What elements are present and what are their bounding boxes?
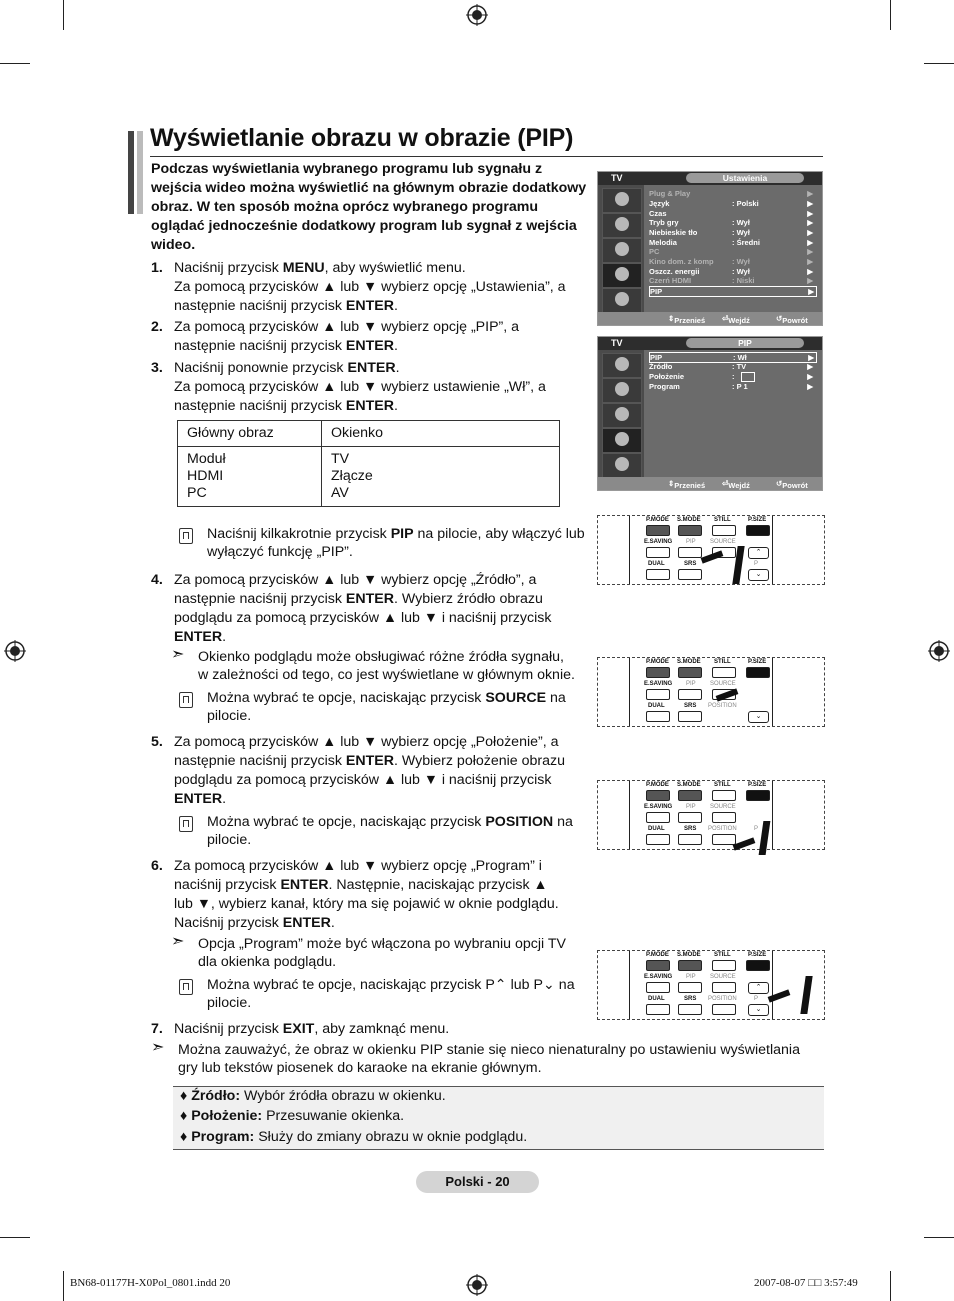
crop-mark	[924, 1237, 954, 1238]
channel-up-button[interactable]: ⌃	[748, 547, 769, 559]
step-5	[151, 733, 591, 811]
summary-desc: Przesuwanie okienka.	[266, 1108, 405, 1124]
pip-label: PIP	[686, 974, 696, 980]
step-6	[151, 857, 591, 935]
step-number: 6.	[151, 858, 163, 874]
menu-sidebar	[598, 185, 644, 312]
step-line: Za pomocą przycisków ▲ lub ▼ wybierz opcję „Źródło”, a	[174, 572, 537, 588]
dual-button[interactable]	[646, 569, 670, 580]
menu-item[interactable]: Czerń HDMI : Niski ▶	[649, 276, 813, 285]
step-line: Naciśnij przycisk ENTER.	[174, 915, 335, 931]
crop-mark	[63, 1271, 64, 1301]
remote-position	[597, 780, 825, 850]
step-1	[151, 259, 591, 319]
psize-button[interactable]	[746, 525, 770, 536]
input-icon[interactable]	[602, 453, 642, 478]
smode-label: S.MODE	[677, 517, 701, 523]
note-line: Można wybrać te opcje, naciskając przycisk POSITION na	[207, 814, 573, 830]
srs-button[interactable]	[678, 711, 702, 722]
step-line: Za pomocą przycisków ▲ lub ▼ wybierz opcję „Program” i	[174, 858, 542, 874]
step-line: podglądu za pomocą przycisków ▲ lub ▼ i naciśnij przycisk	[174, 772, 552, 788]
position-icon	[741, 372, 755, 382]
table-value: AV	[331, 485, 349, 501]
channel-down-button[interactable]: ⌄	[748, 711, 769, 723]
pip-button[interactable]	[678, 812, 702, 823]
summary-desc: Wybór źródła obrazu w okienku.	[244, 1088, 446, 1104]
page-number: Polski - 20	[416, 1171, 539, 1193]
psize-button[interactable]	[746, 960, 770, 971]
footer-back: ↺ Powrót	[776, 479, 808, 490]
note-line: dla okienka podglądu.	[198, 954, 337, 970]
psize-label: P.SIZE	[748, 659, 767, 665]
note-line: w zależności od tego, co jest wyświetlane w głównym oknie.	[198, 667, 575, 683]
pmode-button[interactable]	[646, 790, 670, 801]
channel-up-button[interactable]: ⌃	[748, 982, 769, 994]
dual-label: DUAL	[648, 996, 665, 1002]
remote-source	[597, 657, 825, 727]
srs-label: SRS	[684, 826, 697, 832]
channel-icon[interactable]	[602, 238, 642, 263]
page-title: Wyświetlanie obrazu w obrazie (PIP)	[150, 124, 574, 152]
setup-icon[interactable]	[602, 263, 642, 288]
menu-item[interactable]: Oszcz. energii : Wył ▶	[649, 267, 813, 276]
table-cell	[322, 447, 560, 507]
step-line: naciśnij przycisk ENTER. Następnie, naciskając przycisk ▲	[174, 877, 548, 893]
esaving-label: E.SAVING	[644, 804, 673, 810]
note-line: gry lub tekstów piosenek do karaoke na ekranie głównym.	[178, 1060, 542, 1076]
footer-back: ↺ Powrót	[776, 314, 808, 325]
step-line: Za pomocą przycisków ▲ lub ▼ wybierz opcję „Położenie”, a	[174, 734, 559, 750]
note-source-info	[198, 648, 588, 684]
step-line: następnie naciśnij przycisk ENTER. Wybierz położenie obrazu	[174, 753, 565, 769]
summary-item: ♦ Źródło: Wybór źródła obrazu w okienku.	[180, 1088, 446, 1104]
srs-button[interactable]	[678, 569, 702, 580]
note-line: Okienko podglądu może obsługiwać różne źródła sygnału,	[198, 649, 564, 665]
note-line: Naciśnij kilkakrotnie przycisk PIP na pilocie, aby włączyć lub	[207, 526, 585, 542]
step-line: podglądu za pomocą przycisków ▲ lub ▼ i naciśnij przycisk	[174, 610, 552, 626]
crop-mark	[63, 0, 64, 30]
crop-mark	[0, 1237, 30, 1238]
still-label: STILL	[714, 782, 731, 788]
pip-label: PIP	[686, 804, 696, 810]
step-number: 2.	[151, 319, 163, 335]
dual-button[interactable]	[646, 834, 670, 845]
pip-label: PIP	[686, 681, 696, 687]
menu-item[interactable]: Melodia : Średni ▶	[649, 238, 813, 247]
srs-button[interactable]	[678, 834, 702, 845]
note-line: Można wybrać te opcje, naciskając przycisk P⌃ lub P⌄ na	[207, 977, 575, 993]
title-accent-bar	[128, 131, 134, 214]
dual-button[interactable]	[646, 711, 670, 722]
menu-item-source[interactable]: Źródło : TV ▶	[649, 362, 813, 371]
step-number: 5.	[151, 734, 163, 750]
note-line: pilocie.	[207, 995, 252, 1011]
smode-button[interactable]	[678, 790, 702, 801]
p-label: P	[754, 996, 759, 1002]
esaving-label: E.SAVING	[644, 681, 673, 687]
source-button[interactable]	[712, 982, 736, 993]
dual-label: DUAL	[648, 826, 665, 832]
step-line: następnie naciśnij przycisk ENTER.	[174, 298, 398, 314]
menu-item[interactable]: Tryb gry : Wył ▶	[649, 218, 813, 227]
srs-label: SRS	[684, 703, 697, 709]
pip-label: PIP	[686, 539, 696, 545]
p-label: P	[754, 826, 759, 832]
menu-item[interactable]: Język : Polski ▶	[649, 199, 813, 208]
sound-icon[interactable]	[602, 213, 642, 238]
step-number: 1.	[151, 260, 163, 276]
pip-button[interactable]	[678, 689, 702, 700]
dual-label: DUAL	[648, 561, 665, 567]
pmode-button[interactable]	[646, 960, 670, 971]
setup-icon[interactable]	[602, 428, 642, 453]
title-underline	[150, 156, 823, 157]
smode-button[interactable]	[678, 667, 702, 678]
step-number: 7.	[151, 1021, 163, 1037]
summary-item: ♦ Położenie: Przesuwanie okienka.	[180, 1108, 405, 1124]
still-label: STILL	[714, 517, 731, 523]
menu-tv-label: TV	[611, 173, 623, 183]
menu-sidebar	[598, 350, 644, 477]
step-2	[151, 318, 591, 358]
source-table	[177, 420, 560, 507]
step-line: Naciśnij przycisk MENU, aby wyświetlić menu.	[174, 260, 466, 276]
remote-pip	[597, 515, 825, 585]
step-line: następnie naciśnij przycisk ENTER.	[174, 398, 398, 414]
summary-item: ♦ Program: Służy do zmiany obrazu w oknie podglądu.	[180, 1129, 528, 1145]
footer-date: 2007-08-07 □□ 3:57:49	[754, 1277, 858, 1289]
pip-button[interactable]	[678, 547, 702, 558]
intro-paragraph: Podczas wyświetlania wybranego programu lub sygnału z wejścia wideo można wyświetlić na głównym obrazie dodatkowy obraz. W ten sposób można oprócz wybranego programu oglądać jednocześnie dodatkowy program lub sygnał z wejścia wideo.	[151, 161, 587, 253]
note-hand-icon	[179, 816, 193, 832]
summary-term: Źródło:	[191, 1088, 241, 1104]
menu-item-position[interactable]: Położenie : ▶	[649, 372, 813, 381]
note-hand-icon	[179, 979, 193, 995]
esaving-label: E.SAVING	[644, 974, 673, 980]
menu-item-pip[interactable]: PIP : Wł ▶	[649, 352, 817, 363]
pmode-button[interactable]	[646, 525, 670, 536]
note-line: Można wybrać te opcje, naciskając przycisk SOURCE na	[207, 690, 566, 706]
crop-mark	[0, 63, 30, 64]
step-line: następnie naciśnij przycisk ENTER. Wybierz źródło obrazu	[174, 591, 543, 607]
smode-button[interactable]	[678, 960, 702, 971]
crop-mark	[890, 1271, 891, 1301]
step-line: ENTER.	[174, 629, 227, 645]
source-label: SOURCE	[710, 804, 736, 810]
still-button[interactable]	[712, 960, 736, 971]
step-line: Naciśnij ponownie przycisk ENTER.	[174, 360, 400, 376]
title-accent-bar	[137, 131, 143, 214]
channel-down-button[interactable]: ⌄	[748, 569, 769, 581]
menu-item[interactable]: Czas ▶	[649, 209, 813, 218]
menu-item[interactable]: Niebieskie tło : Wył ▶	[649, 228, 813, 237]
menu-tv-label: TV	[611, 338, 623, 348]
step-number: 3.	[151, 360, 163, 376]
step-line: Za pomocą przycisków ▲ lub ▼ wybierz opcję „PIP”, a	[174, 319, 520, 335]
arrow-note-icon: ➣	[171, 646, 185, 663]
note-line: pilocie.	[207, 708, 252, 724]
footer-move: ⇕ Przenieś	[668, 479, 706, 490]
step-line: Za pomocą przycisków ▲ lub ▼ wybierz opcję „Ustawienia”, a	[174, 279, 566, 295]
position-button[interactable]	[712, 834, 736, 845]
footer-move: ⇕ Przenieś	[668, 314, 706, 325]
step-4	[151, 571, 591, 649]
pmode-label: P.MODE	[646, 659, 669, 665]
arrow-note-icon: ➣	[171, 933, 185, 950]
menu-item-pip[interactable]: PIP ▶	[649, 286, 817, 297]
menu-footer	[598, 477, 822, 490]
crop-mark	[924, 63, 954, 64]
psize-button[interactable]	[746, 790, 770, 801]
channel-down-button[interactable]: ⌄	[748, 1004, 769, 1016]
still-button[interactable]	[712, 790, 736, 801]
note-pip-toggle	[207, 525, 592, 561]
summary-desc: Służy do zmiany obrazu w oknie podglądu.	[258, 1129, 528, 1145]
position-label: POSITION	[708, 996, 737, 1002]
tv-menu-pip	[597, 336, 823, 491]
arrow-note-icon: ➣	[151, 1039, 165, 1056]
still-button[interactable]	[712, 525, 736, 536]
note-program-info	[198, 935, 588, 971]
note-hand-icon	[179, 692, 193, 708]
table-value: Złącze	[331, 468, 373, 484]
step-line: ENTER.	[174, 791, 227, 807]
table-header: Okienko	[322, 421, 560, 447]
still-label: STILL	[714, 952, 731, 958]
tv-menu-settings	[597, 171, 823, 326]
note-line: Można zauważyć, że obraz w okienku PIP stanie się nieco nienaturalny po ustawieniu wyświetlania	[178, 1042, 800, 1058]
esaving-button[interactable]	[646, 982, 670, 993]
table-value: TV	[331, 451, 350, 467]
note-program-button	[207, 976, 592, 1012]
registration-mark-icon	[466, 1274, 488, 1296]
menu-title: Ustawienia	[686, 173, 804, 183]
channel-icon[interactable]	[602, 403, 642, 428]
table-value: Moduł	[187, 451, 226, 467]
remote-program	[597, 950, 825, 1020]
menu-item-program[interactable]: Program : P 1 ▶	[649, 382, 813, 391]
step-line: lub ▼, wybierz kanał, który ma się pojawić w oknie podglądu.	[174, 896, 559, 912]
dual-label: DUAL	[648, 703, 665, 709]
note-position-button	[207, 813, 592, 849]
psize-label: P.SIZE	[748, 517, 767, 523]
step-7	[151, 1020, 591, 1040]
step-3	[151, 359, 591, 419]
footer-file: BN68-01177H-X0Pol_0801.indd 20	[70, 1277, 231, 1289]
p-label: P	[754, 561, 759, 567]
note-source-button	[207, 689, 592, 725]
srs-button[interactable]	[678, 1004, 702, 1015]
psize-label: P.SIZE	[748, 782, 767, 788]
registration-mark-icon	[928, 640, 950, 662]
note-final	[178, 1041, 818, 1077]
dual-button[interactable]	[646, 1004, 670, 1015]
note-line: pilocie.	[207, 832, 252, 848]
step-number: 4.	[151, 572, 163, 588]
position-label: POSITION	[708, 826, 737, 832]
smode-label: S.MODE	[677, 952, 701, 958]
note-line: Opcja „Program” może być włączona po wybraniu opcji TV	[198, 936, 566, 952]
srs-label: SRS	[684, 996, 697, 1002]
still-button[interactable]	[712, 667, 736, 678]
hand-pointer-icon	[800, 976, 812, 1014]
still-label: STILL	[714, 659, 731, 665]
registration-mark-icon	[4, 640, 26, 662]
smode-label: S.MODE	[677, 782, 701, 788]
source-label: SOURCE	[710, 681, 736, 687]
position-button[interactable]	[712, 1004, 736, 1015]
pmode-label: P.MODE	[646, 952, 669, 958]
position-label: POSITION	[708, 703, 737, 709]
summary-term: Program:	[191, 1129, 255, 1145]
table-cell	[178, 447, 322, 507]
note-line: wyłączyć funkcję „PIP”.	[207, 544, 353, 560]
psize-label: P.SIZE	[748, 952, 767, 958]
step-line: następnie naciśnij przycisk ENTER.	[174, 338, 398, 354]
step-line: Naciśnij przycisk EXIT, aby zamknąć menu.	[174, 1021, 450, 1037]
step-line: Za pomocą przycisków ▲ lub ▼ wybierz ustawienie „Wł”, a	[174, 379, 546, 395]
psize-button[interactable]	[746, 667, 770, 678]
input-icon[interactable]	[602, 288, 642, 313]
menu-item[interactable]: PC ▶	[649, 247, 813, 256]
pmode-button[interactable]	[646, 667, 670, 678]
note-hand-icon	[179, 528, 193, 544]
table-value: HDMI	[187, 468, 224, 484]
smode-button[interactable]	[678, 525, 702, 536]
table-header: Główny obraz	[178, 421, 322, 447]
esaving-button[interactable]	[646, 547, 670, 558]
menu-item[interactable]: Plug & Play ▶	[649, 189, 813, 198]
esaving-label: E.SAVING	[644, 539, 673, 545]
smode-label: S.MODE	[677, 659, 701, 665]
esaving-button[interactable]	[646, 689, 670, 700]
source-label: SOURCE	[710, 974, 736, 980]
picture-icon[interactable]	[602, 353, 642, 378]
sound-icon[interactable]	[602, 378, 642, 403]
menu-item[interactable]: Kino dom. z komp : Wył ▶	[649, 257, 813, 266]
registration-mark-icon	[466, 4, 488, 26]
srs-label: SRS	[684, 561, 697, 567]
menu-footer	[598, 312, 822, 325]
crop-mark	[890, 0, 891, 30]
table-value: PC	[187, 485, 207, 501]
summary-term: Położenie:	[191, 1108, 263, 1124]
source-button[interactable]	[712, 812, 736, 823]
esaving-button[interactable]	[646, 812, 670, 823]
footer-enter: ⏎ Wejdź	[722, 479, 750, 490]
menu-title: PIP	[686, 338, 804, 348]
pmode-label: P.MODE	[646, 517, 669, 523]
footer-enter: ⏎ Wejdź	[722, 314, 750, 325]
picture-icon[interactable]	[602, 188, 642, 213]
pip-button[interactable]	[678, 982, 702, 993]
source-label: SOURCE	[710, 539, 736, 545]
pmode-label: P.MODE	[646, 782, 669, 788]
